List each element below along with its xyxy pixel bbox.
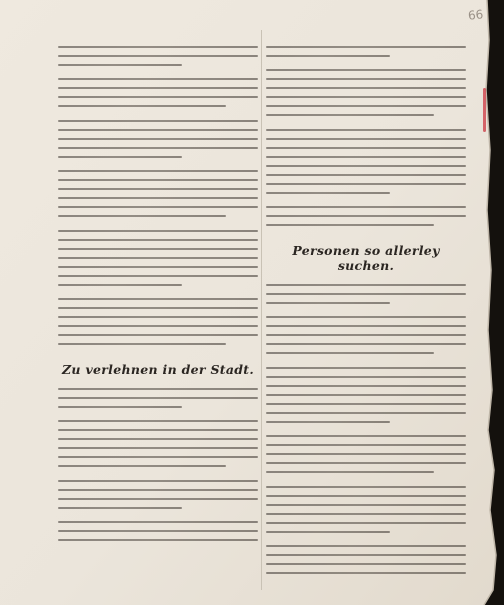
section-heading-left: Zu verlehnen in der Stadt. <box>61 362 255 377</box>
page-number-mark: 66 <box>467 7 484 23</box>
right-column <box>266 42 466 578</box>
section-heading-right: Personen so allerley suchen. <box>292 243 440 273</box>
column-rule <box>261 30 262 590</box>
left-column <box>58 42 258 545</box>
red-margin-mark <box>483 88 486 132</box>
